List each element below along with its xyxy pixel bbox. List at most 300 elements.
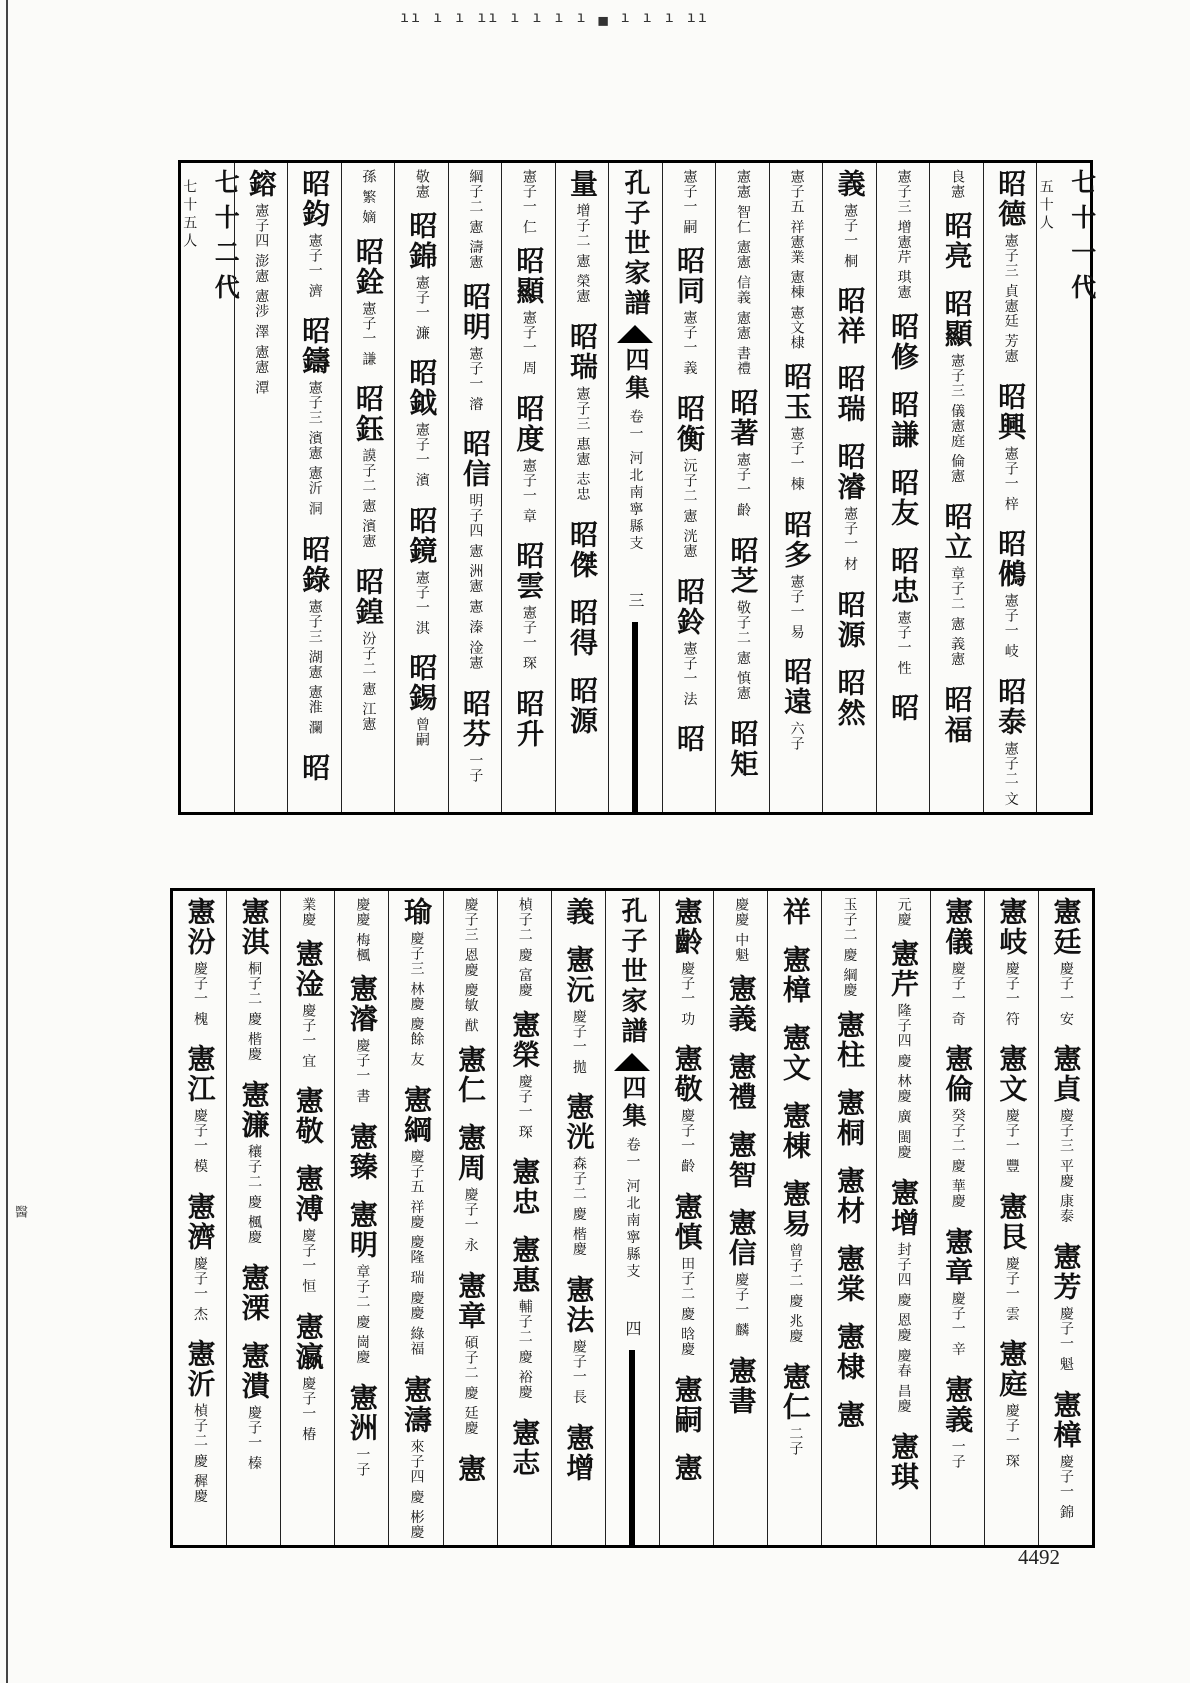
descendant-note: 憲子一 濟 (306, 233, 323, 299)
descendant-note: 慶子一 齡 (679, 1108, 696, 1174)
person-entry (1049, 1044, 1081, 1224)
entry-list (995, 897, 1027, 1487)
person-name: 憲禮 (724, 1052, 758, 1113)
person-name: 憲章 (454, 1270, 488, 1331)
person-entry (562, 897, 594, 927)
column (226, 891, 280, 1545)
person-entry (238, 1080, 270, 1245)
column (713, 891, 767, 1545)
column (551, 891, 605, 1545)
descendant-note: 憲子三 貞憲廷 芳憲 (1002, 233, 1019, 364)
scan-top-strip: ıı ı ı ıı ı ı ı ı ▄ ı ı ı ıı (400, 8, 709, 26)
person-entry (994, 529, 1026, 658)
person-name: 義 (833, 169, 867, 199)
person-entry (941, 897, 973, 1026)
person-entry (405, 506, 437, 635)
person-name: 憲嗣 (670, 1374, 704, 1435)
column (929, 163, 983, 812)
person-name: 憲濬 (345, 974, 379, 1035)
descendant-note: 慶子一 槐 (191, 961, 208, 1027)
person-entry (725, 1130, 757, 1190)
column (394, 163, 448, 812)
person-name: 憲濟 (183, 1191, 217, 1252)
person-entry (941, 289, 973, 484)
person-entry (833, 1166, 865, 1226)
person-entry (833, 1244, 865, 1304)
entry-list (779, 897, 811, 1474)
chevron-mark (614, 1053, 650, 1071)
person-name: 憲淦 (291, 939, 325, 999)
volume-branch: 卷一 河北南寧縣支 (624, 1137, 641, 1281)
person-entry (459, 689, 491, 783)
descendant-note: 曾嗣 (413, 717, 430, 748)
person-entry (673, 577, 705, 706)
carryover-note: 楨子二 慶 富慶 (516, 897, 533, 998)
generation-heading: 七十二代 (211, 169, 241, 309)
person-entry (834, 668, 866, 728)
descendant-note: 隆子四 慶 林慶 廣 閩慶 (895, 1003, 912, 1160)
person-entry (833, 1010, 865, 1070)
person-name: 祥 (778, 897, 812, 927)
column (767, 891, 821, 1545)
person-name: 昭然 (833, 667, 867, 728)
generation-count: 七十五人 (181, 179, 198, 251)
person-entry (779, 1362, 811, 1456)
person-entry (834, 364, 866, 424)
column (181, 163, 241, 812)
genealogy-page-top (178, 160, 1097, 815)
descendant-note: 增子二 憲 榮憲 (574, 203, 591, 304)
column (605, 891, 659, 1545)
person-name: 憲志 (508, 1418, 542, 1479)
person-name: 昭鉞 (405, 358, 439, 419)
person-entry (508, 1010, 540, 1139)
person-entry (887, 312, 919, 372)
person-name: 昭鈞 (298, 169, 332, 229)
descendant-note: 憲子三 儀憲庭 倫憲 (949, 353, 966, 484)
descendant-note: 憲子一 義 (681, 310, 698, 376)
descendant-note: 慶子一 宜 (300, 1003, 317, 1069)
person-entry (779, 945, 811, 1005)
person-entry (508, 1418, 540, 1478)
person-name: 昭矩 (726, 718, 760, 779)
descendant-note: 慶子一 奇 (949, 961, 966, 1027)
descendant-note: 汾子二 憲 江憲 (360, 631, 377, 733)
person-entry (352, 384, 384, 549)
person-name: 昭度 (512, 393, 546, 454)
person-entry (887, 468, 919, 528)
person-name: 昭傑 (565, 519, 599, 580)
person-name: 憲信 (724, 1208, 758, 1269)
person-name: 憲慎 (670, 1191, 704, 1252)
person-entry (298, 169, 330, 298)
descendant-note: 穰子二 慶 楓慶 (246, 1143, 263, 1245)
person-name: 憲智 (724, 1130, 758, 1191)
person-name: 昭鈺 (351, 384, 385, 445)
entry-list (887, 169, 919, 741)
person-entry (566, 169, 598, 304)
descendant-note: 憲子一 齡 (735, 452, 752, 518)
person-name: 昭興 (994, 381, 1028, 442)
scan-left-edge (6, 0, 8, 1683)
person-entry (183, 1192, 215, 1321)
volume-branch: 卷一 河北南寧縣支 (627, 409, 644, 553)
person-entry (292, 1312, 324, 1441)
person-entry (994, 382, 1026, 511)
person-name: 憲汾 (183, 897, 217, 957)
person-entry (780, 510, 812, 639)
column (1038, 891, 1092, 1545)
descendant-note: 楨子二 慶 穉慶 (191, 1403, 208, 1505)
person-name: 憲材 (832, 1165, 866, 1226)
descendant-note: 敬子二 憲 慎憲 (735, 599, 752, 701)
carryover-note: 憲子一 仁 (520, 169, 537, 235)
column (822, 163, 876, 812)
person-name: 憲江 (183, 1044, 217, 1105)
person-entry (834, 590, 866, 650)
person-entry (995, 1339, 1027, 1468)
entry-list (566, 169, 598, 754)
descendant-note: 憲子一 法 (681, 640, 698, 707)
person-name: 憲庭 (995, 1339, 1029, 1400)
person-entry (512, 246, 544, 375)
person-name: 憲書 (724, 1355, 758, 1416)
descendant-note: 慶子一 拋 (570, 1009, 587, 1075)
person-name: 憲柱 (832, 1009, 866, 1070)
person-entry (562, 1275, 594, 1404)
person-entry (887, 1432, 919, 1492)
person-name: 昭雲 (512, 541, 546, 602)
column (497, 891, 551, 1545)
person-entry (941, 1044, 973, 1209)
descendant-note: 慶子一 雲 (1003, 1255, 1020, 1322)
descendant-note: 憲子一 梓 (1002, 445, 1019, 512)
person-entry (459, 429, 491, 670)
person-name: 憲易 (778, 1179, 812, 1239)
person-entry (995, 1192, 1027, 1321)
descendant-note: 憲子一 周 (520, 310, 537, 376)
person-entry (566, 676, 598, 736)
descendant-note: 慶子三 平慶 康泰 (1057, 1108, 1074, 1225)
entry-list (245, 169, 277, 413)
person-entry (292, 939, 324, 1068)
descendant-note: 慶子一 長 (570, 1339, 587, 1405)
descendant-note: 章子二 慶 崗慶 (354, 1263, 371, 1365)
person-name: 憲綱 (399, 1085, 433, 1146)
person-name: 昭 (673, 724, 707, 755)
person-name: 憲洲 (345, 1382, 379, 1443)
descendant-note: 慶子一 功 (679, 961, 696, 1027)
person-name: 憲章 (941, 1227, 975, 1288)
person-entry (454, 1454, 486, 1484)
person-name: 憲瀛 (291, 1311, 325, 1372)
descendant-note: 輔子二 慶 裕慶 (516, 1299, 533, 1401)
descendant-note: 憲子二 文 (1002, 740, 1019, 807)
person-entry (346, 1383, 378, 1477)
person-entry (780, 657, 812, 751)
descendant-note: 慶子一 榛 (246, 1404, 263, 1471)
descendant-note: 憲子一 謙 (360, 300, 377, 367)
entry-list (238, 897, 270, 1488)
descendant-note: 慶子一 辛 (949, 1291, 966, 1357)
descendant-note: 憲子一 濱 (413, 422, 430, 488)
person-entry (566, 520, 598, 580)
person-entry (346, 974, 378, 1103)
person-entry (671, 1044, 703, 1173)
person-entry (834, 169, 866, 268)
person-entry (833, 1322, 865, 1382)
book-title: 孔子世家譜 (616, 897, 647, 1047)
person-name: 昭芬 (458, 688, 492, 749)
column (341, 163, 395, 812)
entry-list (725, 897, 757, 1434)
person-name: 憲仁 (454, 1045, 488, 1106)
person-entry (727, 388, 759, 517)
person-name: 昭玉 (780, 362, 814, 423)
person-name: 昭泰 (994, 676, 1028, 737)
person-name: 鎔 (244, 169, 278, 199)
descendant-note: 桐子二 慶 楷慶 (246, 961, 263, 1062)
column (659, 891, 713, 1545)
person-name: 昭遠 (780, 657, 814, 718)
person-entry (994, 677, 1026, 806)
person-name: 憲 (670, 1452, 704, 1483)
entry-list (352, 169, 384, 750)
person-entry (833, 1400, 865, 1430)
descendant-note: 田子二 慶 晗慶 (679, 1255, 696, 1357)
person-name: 昭鏡 (405, 505, 439, 566)
person-entry (454, 1045, 486, 1105)
descendant-note: 慶子三 林慶 慶餘 友 (408, 931, 425, 1068)
entry-list (508, 897, 540, 1496)
person-entry (887, 939, 919, 1160)
column (334, 891, 388, 1545)
person-name: 昭衡 (673, 393, 707, 454)
person-name: 量 (565, 169, 599, 199)
person-name: 憲敬 (291, 1086, 325, 1147)
person-name: 昭瑞 (565, 321, 599, 382)
descendant-note: 慶子一 琛 (1003, 1403, 1020, 1469)
carryover-note: 元慶 (895, 897, 912, 927)
side-stamp: 醫 (12, 1205, 27, 1218)
descendant-note: 慶子一 永 (462, 1187, 479, 1253)
entry-list (941, 897, 973, 1487)
person-name: 憲 (454, 1453, 488, 1484)
person-entry (400, 897, 432, 1067)
descendant-note: 憲子一 材 (842, 506, 859, 572)
person-entry (834, 442, 866, 571)
person-name: 昭修 (887, 311, 921, 372)
entry-list (671, 897, 703, 1501)
person-entry (352, 237, 384, 366)
person-name: 憲增 (887, 1177, 921, 1238)
person-entry (941, 502, 973, 667)
person-name: 憲義 (724, 974, 758, 1035)
carryover-note: 孫 繁 嫡 (360, 169, 377, 225)
person-entry (995, 1044, 1027, 1173)
leaf-number: 四 (622, 1320, 642, 1337)
entry-list (512, 169, 544, 767)
person-name: 憲樟 (778, 945, 812, 1005)
person-name: 昭亮 (940, 211, 974, 271)
column (769, 163, 823, 812)
person-name: 昭鍠 (351, 567, 385, 628)
person-entry (673, 724, 705, 754)
column (448, 163, 502, 812)
carryover-note: 慶子三 恩慶 慶敏 猷 (462, 897, 479, 1034)
person-entry (566, 322, 598, 502)
person-name: 昭友 (887, 467, 921, 528)
page-title-block (614, 897, 651, 1336)
descendant-note: 六子 (788, 721, 805, 752)
person-entry (671, 897, 703, 1026)
person-entry (834, 286, 866, 346)
person-name: 憲儀 (941, 897, 975, 957)
entry-list (562, 897, 594, 1501)
book-title: 孔子世家譜 (619, 169, 650, 319)
column (501, 163, 555, 812)
person-name: 憲廷 (1049, 897, 1083, 957)
person-entry (779, 1023, 811, 1083)
person-name: 昭鑄 (298, 316, 332, 377)
descendant-note: 來子四 慶 彬慶 (408, 1438, 425, 1540)
person-entry (727, 536, 759, 701)
person-name: 昭多 (780, 509, 814, 570)
collection-label: 四集 (617, 1075, 647, 1131)
person-entry (779, 1179, 811, 1344)
person-entry (508, 1235, 540, 1400)
person-name: 憲榮 (508, 1009, 542, 1070)
person-name: 憲仁 (778, 1361, 812, 1422)
person-name: 憲周 (454, 1123, 488, 1184)
person-entry (346, 1200, 378, 1365)
person-name: 憲濂 (237, 1079, 271, 1140)
person-name: 昭錄 (298, 534, 332, 595)
descendant-note: 一子 (354, 1446, 371, 1477)
column (876, 163, 930, 812)
center-bar (629, 1350, 635, 1545)
page-number: 4492 (1018, 1545, 1060, 1569)
person-name: 憲芳 (1049, 1242, 1083, 1303)
person-entry (995, 897, 1027, 1026)
person-name: 憲潰 (237, 1340, 271, 1401)
entry-list (780, 169, 812, 769)
person-name: 昭顯 (940, 289, 974, 349)
person-entry (727, 719, 759, 779)
descendant-note: 憲子一 濂 (413, 275, 430, 341)
person-entry (941, 211, 973, 271)
entry-list (454, 897, 486, 1502)
person-name: 昭福 (940, 684, 974, 745)
person-name: 憲義 (941, 1374, 975, 1435)
person-name: 憲艮 (995, 1191, 1029, 1252)
carryover-note: 敬憲 (413, 169, 430, 199)
person-entry (671, 1375, 703, 1435)
person-entry (1049, 1390, 1081, 1519)
person-name: 昭信 (458, 429, 492, 490)
person-entry (887, 693, 919, 723)
person-entry (725, 1052, 757, 1112)
person-name: 昭源 (833, 589, 867, 650)
column (388, 891, 442, 1545)
person-name: 憲 (832, 1399, 866, 1430)
entry-list (292, 897, 324, 1459)
person-entry (245, 169, 277, 395)
person-name: 昭錫 (405, 653, 439, 714)
person-name: 昭芝 (726, 535, 760, 596)
descendant-note: 憲子一 性 (895, 609, 912, 676)
descendant-note: 慶子一 豐 (1003, 1108, 1020, 1174)
descendant-note: 慶子一 琛 (516, 1073, 533, 1140)
person-entry (994, 169, 1026, 364)
person-entry (183, 1339, 215, 1504)
carryover-note: 慶慶 梅楓 (354, 897, 371, 963)
descendant-note: 慶子一 椿 (300, 1375, 317, 1442)
entry-list (673, 169, 705, 772)
entry-list (1049, 897, 1081, 1537)
entry-list (833, 897, 865, 1448)
person-name: 昭錦 (405, 211, 439, 271)
person-entry (671, 1192, 703, 1357)
person-entry (562, 945, 594, 1074)
person-name: 憲棠 (832, 1243, 866, 1304)
person-name: 憲增 (562, 1422, 596, 1483)
person-name: 憲惠 (508, 1235, 542, 1296)
person-name: 憲沂 (183, 1339, 217, 1400)
column (555, 163, 609, 812)
person-name: 憲敬 (670, 1044, 704, 1105)
person-entry (887, 1178, 919, 1414)
person-name: 憲法 (562, 1275, 596, 1336)
person-entry (298, 753, 330, 783)
person-entry (887, 546, 919, 675)
column (876, 891, 930, 1545)
column (930, 891, 984, 1545)
person-entry (183, 897, 215, 1026)
carryover-note: 良憲 (949, 169, 966, 199)
column (287, 163, 341, 812)
person-entry (508, 1157, 540, 1217)
person-entry (833, 1088, 865, 1148)
person-name: 昭顯 (512, 246, 546, 307)
descendant-note: 慶子一 杰 (191, 1255, 208, 1322)
person-name: 昭鈴 (673, 576, 707, 637)
person-name: 憲臻 (345, 1121, 379, 1182)
person-entry (562, 1423, 594, 1483)
descendant-note: 謨子二 憲 濱憲 (360, 448, 377, 550)
descendant-note: 憲子一 桐 (842, 203, 859, 269)
descendant-note: 慶子五 祥慶 慶隆 瑞 慶慶 綠福 (408, 1149, 425, 1357)
entry-list (459, 169, 491, 801)
person-name: 昭得 (565, 597, 599, 658)
column (443, 891, 497, 1545)
entry-list (405, 169, 437, 765)
person-name: 憲齡 (670, 897, 704, 957)
person-name: 憲棟 (778, 1101, 812, 1161)
person-entry (405, 653, 437, 747)
person-entry (725, 974, 757, 1034)
descendant-note: 慶子一 符 (1003, 961, 1020, 1027)
leaf-number: 三 (625, 592, 645, 609)
person-entry (512, 394, 544, 523)
column (608, 163, 662, 812)
descendant-note: 明子四 憲 洲憲 憲 溱 淦憲 (467, 493, 484, 671)
person-entry (454, 1271, 486, 1436)
person-entry (725, 1208, 757, 1337)
descendant-note: 慶子一 麟 (733, 1272, 750, 1338)
person-name: 憲樟 (1049, 1389, 1083, 1450)
descendant-note: 一子 (467, 752, 484, 783)
